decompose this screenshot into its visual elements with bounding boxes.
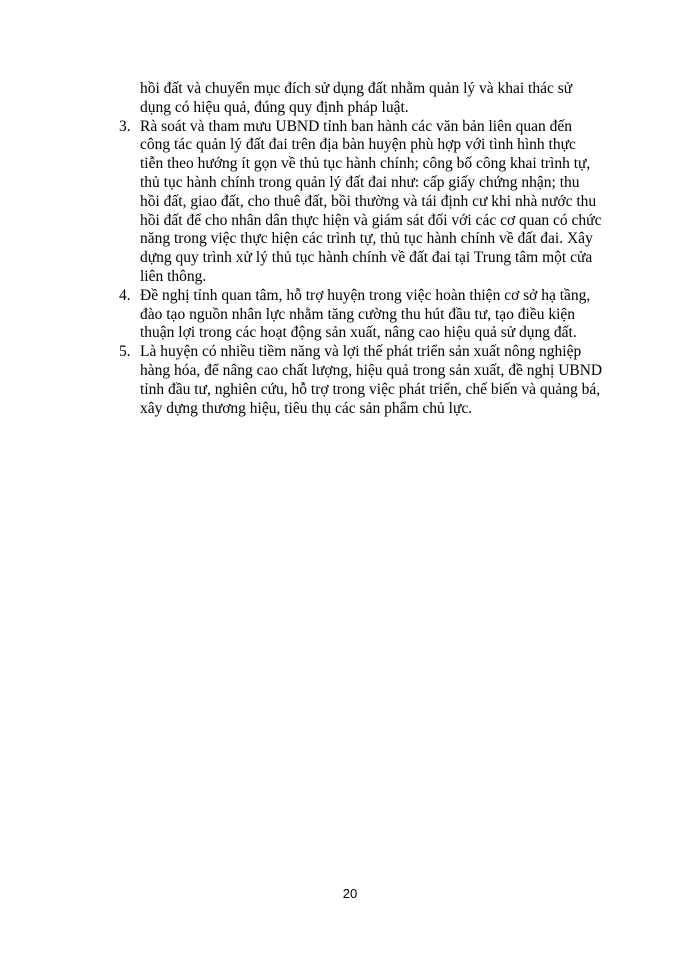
- list-number: 4.: [119, 286, 131, 304]
- list-item-4: [119, 286, 660, 343]
- text-line: năng trong việc thực hiện các trình tự, thủ tục hành chính về đất đai. Xây: [140, 230, 593, 248]
- text-line: công tác quản lý đất đai trên địa bàn huyện phù hợp với tình hình thực: [140, 136, 576, 154]
- list-item-5: [119, 343, 660, 418]
- page-number: 20: [342, 886, 358, 901]
- text-line: dụng có hiệu quả, đúng quy định pháp luật.: [140, 98, 409, 116]
- text-line: đào tạo nguồn nhân lực nhằm tăng cường thu hút đầu tư, tạo điều kiện: [140, 305, 576, 323]
- text-line: Rà soát và tham mưu UBND tỉnh ban hành các văn bản liên quan đến: [140, 117, 572, 135]
- text-line: tiễn theo hướng ít gọn về thủ tục hành chính; công bố công khai trình tự,: [140, 155, 591, 173]
- text-line: dựng quy trình xử lý thủ tục hành chính về đất đai tại Trung tâm một cửa: [140, 249, 593, 267]
- text-line: xây dựng thương hiệu, tiêu thụ các sản phẩm chủ lực.: [140, 399, 473, 417]
- text-line: hồi đất và chuyển mục đích sử dụng đất nhằm quản lý và khai thác sử: [140, 80, 573, 97]
- text-line: thuận lợi trong các hoạt động sản xuất, nâng cao hiệu quả sử dụng đất.: [140, 324, 577, 342]
- text-line: thủ tục hành chính trong quản lý đất đai như: cấp giấy chứng nhận; thu: [140, 173, 580, 191]
- list-number: 3.: [119, 117, 131, 135]
- body-text: [119, 80, 660, 418]
- text-line: tỉnh đầu tư, nghiên cứu, hỗ trợ trong việc phát triển, chế biến và quảng bá,: [140, 380, 601, 398]
- text-line: Là huyện có nhiều tiềm năng và lợi thế phát triển sản xuất nông nghiệp: [140, 343, 582, 361]
- text-line: hồi đất để cho nhân dân thực hiện và giám sát đối với các cơ quan có chức: [140, 211, 602, 229]
- text-line: liên thông.: [140, 267, 207, 285]
- text-line: Đề nghị tỉnh quan tâm, hỗ trợ huyện trong việc hoàn thiện cơ sở hạ tầng,: [140, 286, 591, 304]
- continuation-paragraph: [140, 80, 660, 118]
- list-number: 5.: [119, 343, 131, 361]
- text-line: hồi đất, giao đất, cho thuê đất, bồi thường và tái định cư khi nhà nước thu: [140, 192, 597, 210]
- text-line: hàng hóa, để nâng cao chất lượng, hiệu quả trong sản xuất, đề nghị UBND: [140, 361, 603, 379]
- list-item-3: [119, 117, 660, 287]
